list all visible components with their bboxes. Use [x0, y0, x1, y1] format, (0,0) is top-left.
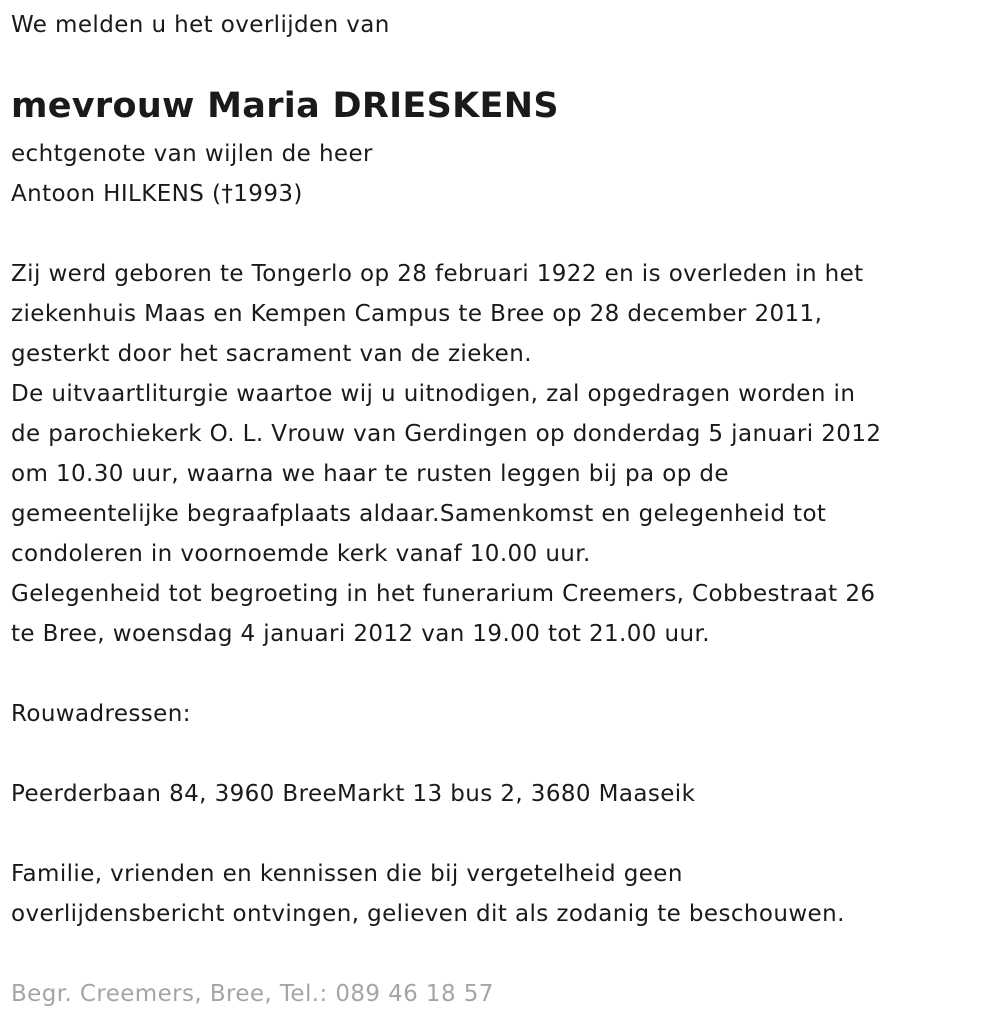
body-line: De uitvaartliturgie waartoe wij u uitnodigen, zal opgedragen worden in	[11, 381, 856, 407]
body-line: gesterkt door het sacrament van de zieken.	[11, 341, 532, 367]
spouse-line: Antoon HILKENS (†1993)	[11, 181, 303, 207]
body-line: condoleren in voornoemde kerk vanaf 10.00 uur.	[11, 541, 591, 567]
funeral-home-footer: Begr. Creemers, Bree, Tel.: 089 46 18 57	[11, 981, 494, 1007]
addresses-text: Peerderbaan 84, 3960 BreeMarkt 13 bus 2, 3680 Maaseik	[11, 781, 696, 807]
body-line: ziekenhuis Maas en Kempen Campus te Bree op 28 december 2011,	[11, 301, 823, 327]
body-line: gemeentelijke begraafplaats aldaar.Samenkomst en gelegenheid tot	[11, 501, 827, 527]
intro-text: We melden u het overlijden van	[11, 12, 390, 38]
relation-line: echtgenote van wijlen de heer	[11, 141, 373, 167]
deceased-name: mevrouw Maria DRIESKENS	[11, 86, 559, 126]
body-line: om 10.30 uur, waarna we haar te rusten leggen bij pa op de	[11, 461, 729, 487]
closing-line: overlijdensbericht ontvingen, gelieven dit als zodanig te beschouwen.	[11, 901, 845, 927]
body-line: te Bree, woensdag 4 januari 2012 van 19.00 tot 21.00 uur.	[11, 621, 710, 647]
body-line: Zij werd geboren te Tongerlo op 28 februari 1922 en is overleden in het	[11, 261, 864, 287]
closing-line: Familie, vrienden en kennissen die bij vergetelheid geen	[11, 861, 683, 887]
body-line: Gelegenheid tot begroeting in het funerarium Creemers, Cobbestraat 26	[11, 581, 876, 607]
body-line: de parochiekerk O. L. Vrouw van Gerdingen op donderdag 5 januari 2012	[11, 421, 882, 447]
addresses-heading: Rouwadressen:	[11, 701, 191, 727]
